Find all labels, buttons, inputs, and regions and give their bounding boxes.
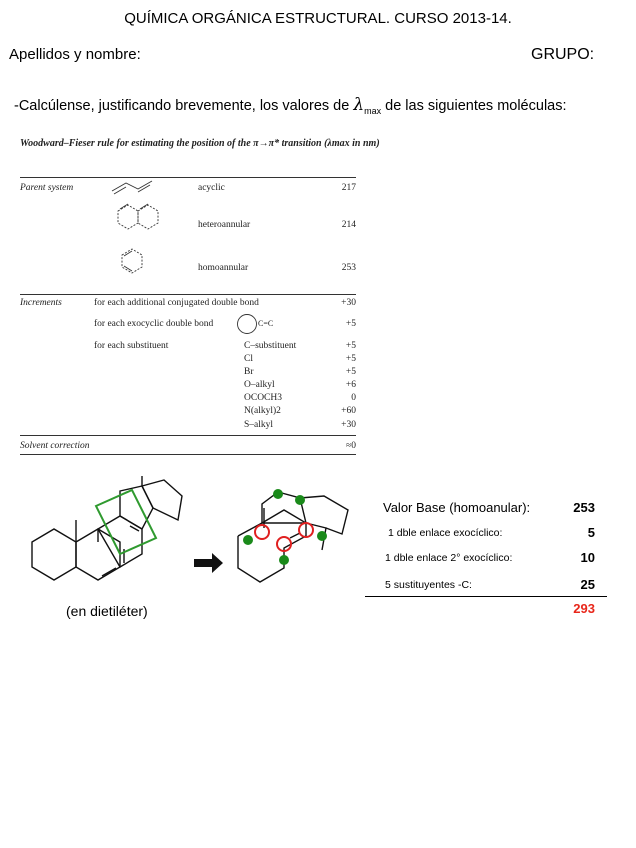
wf-mid-rule [20,294,356,295]
wf-substituent-name: N(alkyl)2 [244,406,281,416]
wf-increment-name: for each additional conjugated double bond [94,298,259,308]
result-label: 5 sustituyentes -C: [385,579,472,591]
wf-substituent-value: +5 [345,354,356,364]
instruction-prefix: -Calcúlense, justificando brevemente, los valores de [14,98,354,114]
steroid-molecule-diagram [28,476,198,600]
lambda-symbol: λ [353,95,365,115]
wf-increment-value: +5 [345,319,356,329]
parent-structures-icon [108,177,188,295]
wf-parent-name: acyclic [198,183,225,193]
wf-substituent-value: 0 [351,393,356,403]
wf-increment-name: for each exocyclic double bond [94,319,214,329]
group-label: GRUPO: [531,46,595,63]
wf-caption: Woodward–Fieser rule for estimating the position of the π→π* transition (λmax in nm) [20,138,380,149]
wf-parent-value: 253 [341,263,356,273]
result-label: 1 dble enlace 2° exocíclico: [385,552,513,564]
wf-substituent-label: for each substituent [94,341,169,351]
result-value: 253 [573,500,595,515]
result-value: 10 [580,550,595,565]
result-value: 25 [580,577,595,592]
page-title: QUÍMICA ORGÁNICA ESTRUCTURAL. CURSO 2013-14. [124,10,512,27]
wf-substituent-value: +6 [345,380,356,390]
wf-substituent-name: O–alkyl [244,380,275,390]
wf-parent-value: 214 [341,220,356,230]
wf-increments-label: Increments [20,298,62,308]
wf-end-rule [20,454,356,455]
result-label: Valor Base (homoanular): [383,500,531,515]
sum-rule [365,596,607,597]
wf-substituent-name: Cl [244,354,253,364]
wf-substituent-value: +60 [341,406,356,416]
wf-parent-name: heteroannular [198,220,251,230]
lambda-subscript: max [364,105,382,116]
woodward-fieser-table [20,137,380,457]
wf-parent-value: 217 [341,183,356,193]
wf-solvent-value: ≈0 [346,441,356,451]
instruction-text [14,95,567,116]
wf-parent-label: Parent system [20,183,74,193]
analyzed-structure-diagram [234,488,352,590]
right-arrow-icon [194,553,224,573]
wf-substituent-name: Br [244,367,254,377]
wf-substituent-name: C–substituent [244,341,297,351]
wf-parent-name: homoannular [198,263,249,273]
highlight-box-icon [96,490,156,554]
wf-substituent-value: +5 [345,367,356,377]
wf-increment-value: +30 [341,298,356,308]
wf-bottom-rule [20,435,356,436]
exocyclic-ring-icon [236,313,260,335]
result-value: 5 [587,525,595,540]
instruction-suffix: de las siguientes moléculas: [381,98,567,114]
wf-top-rule [20,177,356,178]
wf-substituent-name: OCOCH3 [244,393,283,403]
result-label: 1 dble enlace exocíclico: [388,527,503,539]
name-label: Apellidos y nombre: [9,46,141,63]
wf-solvent-label: Solvent correction [20,441,90,451]
wf-substituent-value: +5 [345,341,356,351]
wf-substituent-value: +30 [341,420,356,430]
wf-substituent-name: S–alkyl [244,420,274,430]
solvent-caption: (en dietiléter) [66,603,148,619]
result-total: 293 [573,601,595,616]
exocyclic-label: C=C [258,319,274,328]
